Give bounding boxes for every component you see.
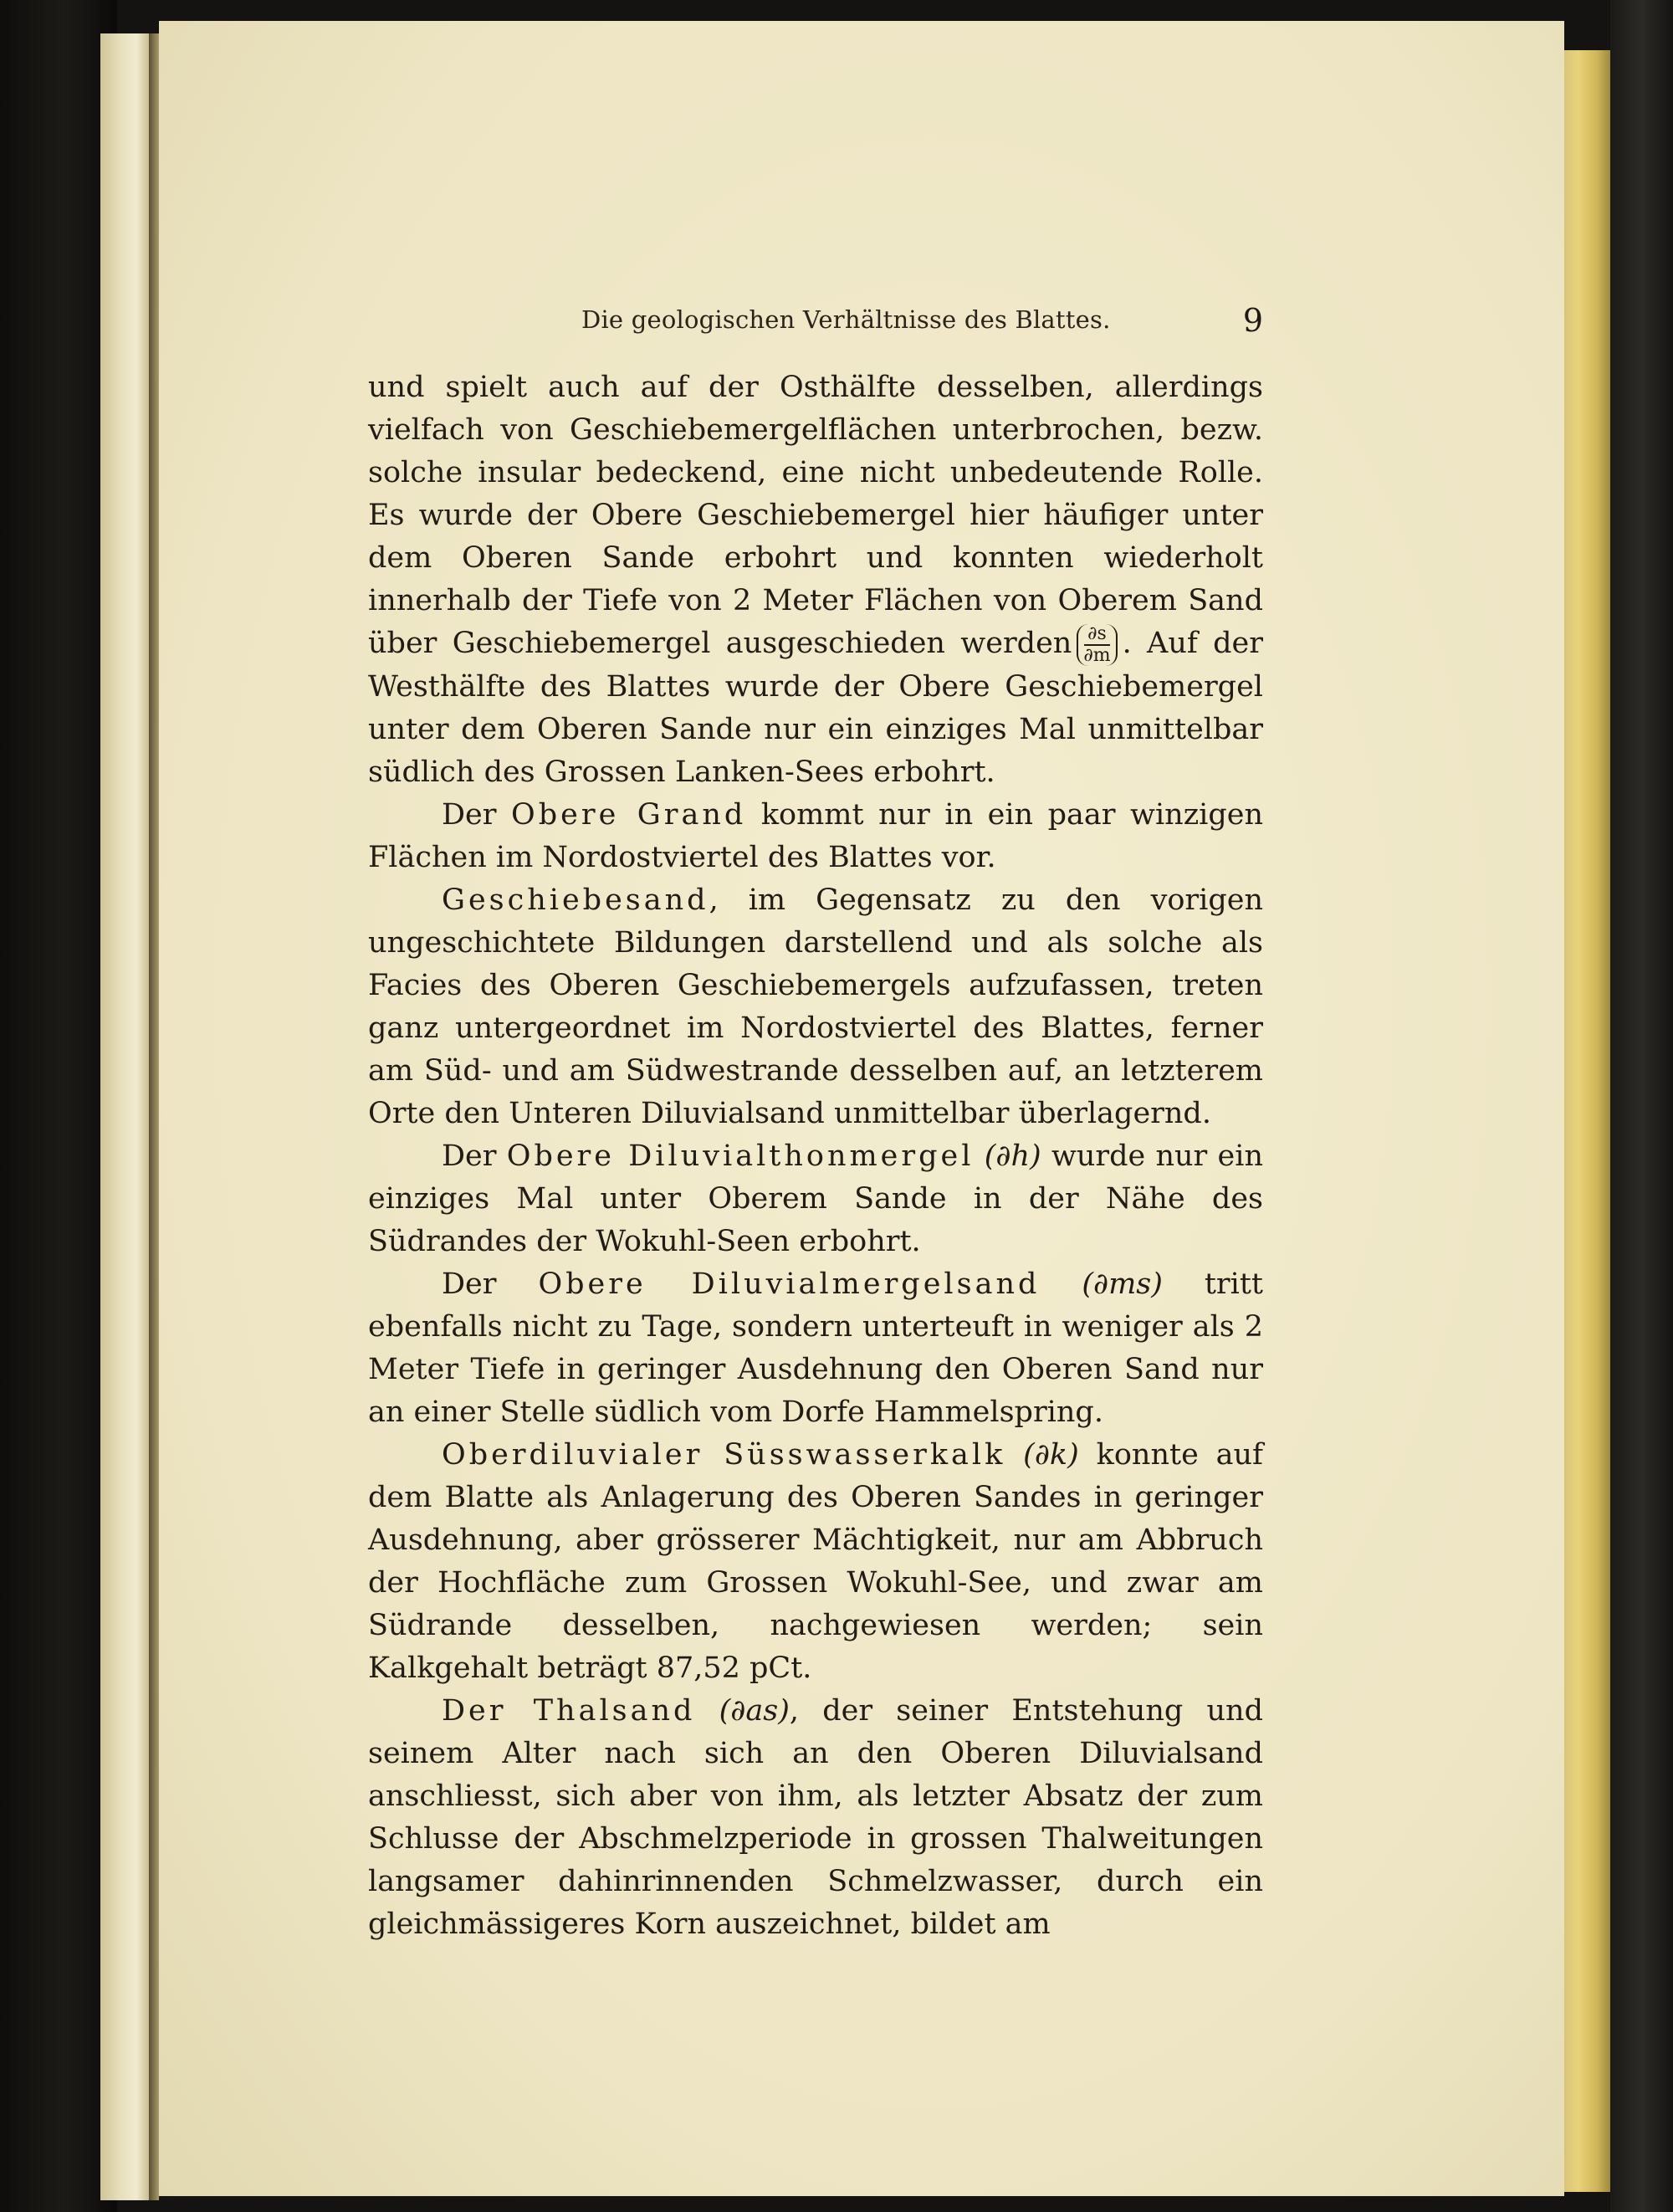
paragraph-2 (368, 794, 1263, 879)
page-number: 9 (1242, 302, 1263, 339)
book-cover-right (1610, 0, 1673, 2212)
left-page-edge (100, 33, 151, 2200)
map-symbol-fraction (1077, 624, 1117, 666)
fraction-denominator: ∂m (1083, 644, 1111, 666)
paragraph-1-text-b: . Auf der Westhälfte des Blattes wurde der Obere Geschiebemergel unter dem Oberen Sande nur ein einziges Mal unmittelbar südlich des Grossen Lanken-Sees erbohrt. (368, 627, 1263, 789)
paragraph-4 (368, 1135, 1263, 1263)
paragraph-5-text: tritt ebenfalls nicht zu Tage, sondern unterteuft in weniger als 2 Meter Tiefe in geringer Ausdehnung den Oberen Sand nur an einer Stelle südlich vom Dorfe Hammelspring. (368, 1267, 1263, 1429)
page-edges-gilt (1564, 50, 1610, 2192)
book-cover-left (0, 0, 117, 2212)
running-head: Die geologischen Verhältnisse des Blattes. (581, 305, 1111, 334)
paragraph-6-text: konnte auf dem Blatte als Anlagerung des Oberen Sandes in geringer Ausdehnung, aber grösserer Mächtigkeit, nur am Abbruch der Hochfläche zum Grossen Wokuhl-See, und zwar am Südrande desselben, nachgewiesen werden; sein Kalkgehalt beträgt 87,52 pCt. (368, 1437, 1263, 1685)
paragraph-1 (368, 366, 1263, 794)
body-text (368, 366, 1263, 1946)
fraction-numerator: ∂s (1084, 624, 1110, 646)
paragraph-7-text: , der seiner Entstehung und seinem Alter nach sich an den Oberen Diluvialsand anschliesst, sich aber von ihm, als letzter Absatz der zum Schlusse der Abschmelzperiode in grossen Thalweitungen langsamer dahinrinnenden Schmelzwasser, durch ein gleichmässigeres Korn auszeichnet, bildet am (368, 1693, 1263, 1941)
symbol-dk: (∂k) (1023, 1437, 1079, 1472)
paragraph-5 (368, 1263, 1263, 1434)
paragraph-2-text: kommt nur in ein paar winzigen Flächen im Nordostviertel des Blattes vor. (368, 797, 1263, 874)
paragraph-3 (368, 879, 1263, 1135)
paragraph-6 (368, 1434, 1263, 1690)
page-header (368, 302, 1263, 356)
paragraph-1-text-a: und spielt auch auf der Osthälfte desselben, allerdings vielfach von Geschiebemergelflächen unterbrochen, bezw. solche insular bedeckend, eine nicht unbedeutende Rolle. Es wurde der Obere Geschiebemergel hier häufiger unter dem Oberen Sande erbohrt und konnten wiederholt innerhalb der Tiefe von 2 Meter Flächen von Oberem Sand über Geschiebemergel ausgeschieden werden (368, 371, 1263, 660)
term-obere-grand: Obere Grand (511, 797, 747, 832)
symbol-dh: (∂h) (984, 1139, 1041, 1173)
term-diluvialthonmergel: Obere Diluvialthonmergel (506, 1139, 975, 1173)
paragraph-2-pre: Der (442, 797, 512, 832)
term-diluvialmergelsand: Obere Diluvialmergelsand (538, 1267, 1041, 1301)
symbol-das: (∂as) (719, 1693, 790, 1728)
term-thalsand: Der Thalsand (442, 1693, 696, 1728)
paragraph-5-pre: Der (442, 1267, 539, 1301)
term-suesswasserkalk: Oberdiluvialer Süsswasserkalk (442, 1437, 1006, 1472)
book-gutter (149, 33, 159, 2200)
term-geschiebesand: Geschiebesand (442, 883, 709, 917)
paragraph-7 (368, 1690, 1263, 1946)
paragraph-3-text: , im Gegensatz zu den vorigen ungeschichtete Bildungen darstellend und als solche als Facies des Oberen Geschiebemergels aufzufassen, treten ganz untergeordnet im Nordostviertel des Blattes, ferner am Süd- und am Südwestrande desselben auf, an letzterem Orte den Unteren Diluvialsand unmittelbar überlagernd. (368, 883, 1263, 1130)
paragraph-4-pre: Der (442, 1139, 507, 1173)
symbol-dms: (∂ms) (1082, 1267, 1163, 1301)
paragraph-4-text: wurde nur ein einziges Mal unter Oberem Sande in der Nähe des Südrandes der Wokuhl-Seen erbohrt. (368, 1139, 1263, 1258)
